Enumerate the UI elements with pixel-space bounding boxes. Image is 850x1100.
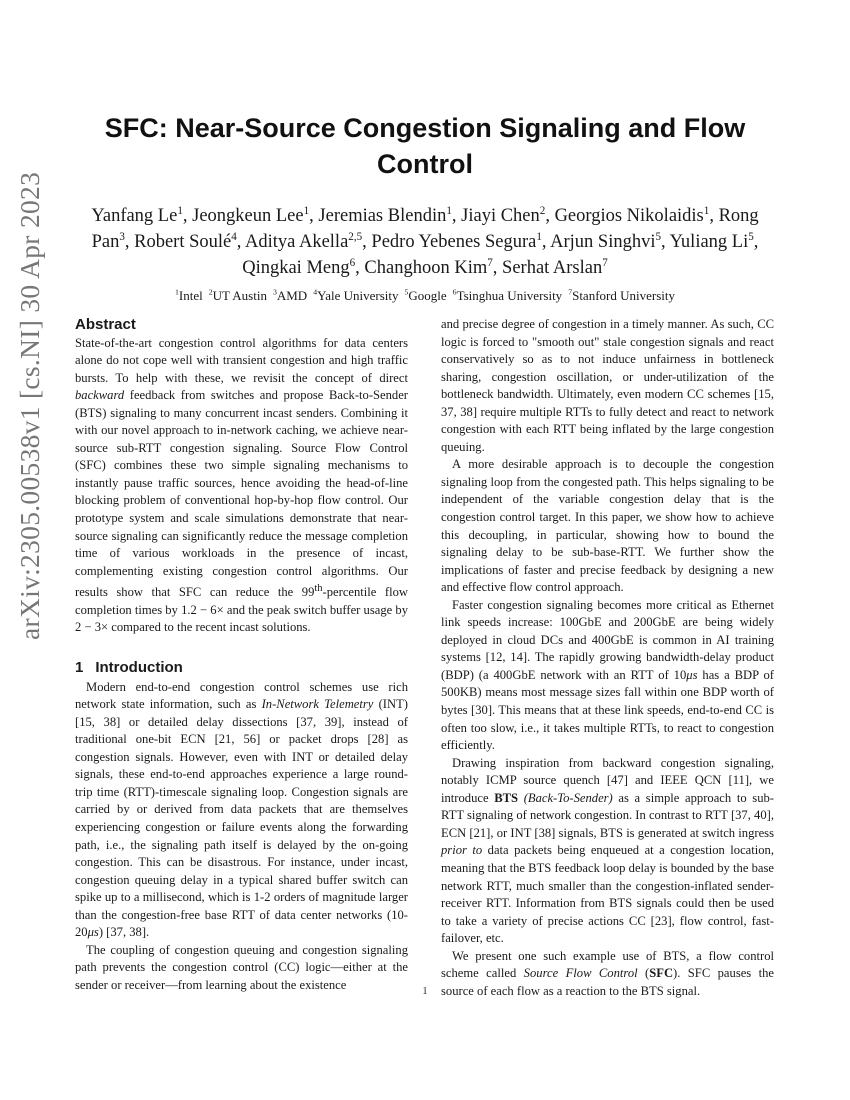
section-title: Introduction bbox=[95, 659, 183, 677]
author-name: Qingkai Meng bbox=[242, 258, 350, 278]
author-name: Robert Soulé bbox=[134, 232, 232, 252]
author-name: Yuliang Li bbox=[669, 232, 749, 252]
intro-paragraph-2-continued: and precise degree of congestion in a timely manner. As such, CC logic is forced to "smooth out" stale congestion signals and react conservatively so as to not induce unfairness in bottleneck sharing, congestion oscillation, or under-utilization of the bottleneck bandwidth. Ultimately, even modern CC schemes [15, 37, 38] require multiple RTTs to fully detect and react to network congestion with each RTT being inflated by the large congestion queuing. bbox=[441, 317, 774, 454]
affiliation-mark: 5 bbox=[404, 287, 409, 297]
author-name: Rong Pan bbox=[91, 206, 759, 252]
affiliation-name: UT Austin bbox=[212, 288, 267, 303]
author-affiliation-mark: 6 bbox=[349, 256, 356, 269]
author-affiliation-mark: 4 bbox=[231, 230, 237, 243]
abstract-heading: Abstract bbox=[75, 316, 136, 333]
author-affiliation-mark: 5 bbox=[655, 230, 662, 243]
affiliation-mark: 6 bbox=[452, 287, 457, 297]
intro-paragraph-1: Modern end-to-end congestion control schemes use rich network state information, such as In-Network Telemetry (INT) [15, 38] or detailed delay dissections [37, 39], instead of traditional one-bit ECN [21, 56] or packet drops [28] as congestion signals. However, even with INT or detailed delay signals, these end-to-end approaches experience a large round-trip time (RTT)-timescale signaling loop. Congestion signals are carried by or derived from data packets that are themselves experiencing congestion or failure events along the forwarding path, i.e., the signaling path itself is delayed by the on-going congestion. This can be disastrous. For instance, under incast, congestion queuing delay in a typical shared buffer switch can spike up to a millisecond, which is 1-2 orders of magnitude larger than the congestion-free base RTT of data center networks (10-20μs) [37, 38]. bbox=[75, 679, 408, 940]
intro-paragraph-4: Faster congestion signaling becomes more critical as Ethernet link speeds increase: 100GbE and 200GbE are being widely deployed in cloud DCs and 400GbE is common in AI training systems [12, 14]. The rapidly growing bandwidth-delay product (BDP) (a 400GbE network with an RTT of 10μs has a BDP of 500KB) means most message sizes fall within one BDP worth of bytes [30]. This means that at these link speeds, end-to-end CC is often too slow, i.e., it takes multiple RTTs, to react to congestion efficiently. bbox=[441, 597, 774, 753]
author-affiliation-mark: 7 bbox=[602, 256, 608, 269]
intro-paragraph-2: The coupling of congestion queuing and congestion signaling path prevents the congestion control (CC) logic—either at the sender or receiver—from learning about the existence bbox=[75, 942, 408, 992]
section-number: 1 bbox=[75, 659, 84, 677]
affiliation bbox=[175, 288, 203, 303]
affiliation bbox=[273, 288, 307, 303]
paper-title: SFC: Near-Source Congestion Signaling and Flow Control bbox=[104, 113, 746, 179]
affiliation-list bbox=[85, 288, 765, 304]
author-affiliation-mark: 3 bbox=[119, 230, 125, 243]
author-affiliation-mark: 2 bbox=[539, 204, 546, 217]
author-affiliation-mark: 1 bbox=[303, 204, 310, 217]
intro-paragraph-6: We present one such example use of BTS, a flow control scheme called Source Flow Control (SFC). SFC pauses the source of each flow as a reaction to the BTS signal. bbox=[441, 948, 775, 998]
author-name: Serhat Arslan bbox=[502, 258, 603, 278]
introduction-heading bbox=[75, 659, 408, 677]
intro-paragraph-3: A more desirable approach is to decouple the congestion signaling loop from the congested path. This helps signaling to be independent of the variable congestion delay that is the congestion control target. In this paper, we show how to achieve this decoupling, in particular, showing how to bound the signaling delay to be sub-base-RTT. We further show the implications of faster and precise feedback by designing a new and effective flow control approach. bbox=[441, 457, 774, 595]
author-affiliation-mark: 1 bbox=[177, 204, 183, 217]
author-affiliation-mark: 1 bbox=[536, 230, 542, 243]
author-affiliation-mark: 7 bbox=[487, 256, 493, 269]
affiliation-mark: 7 bbox=[568, 287, 573, 297]
left-column bbox=[75, 316, 408, 994]
author-name: Jeongkeun Lee bbox=[192, 206, 304, 226]
author-name: Arjun Singhvi bbox=[550, 232, 656, 252]
author-name: Changhoon Kim bbox=[364, 258, 488, 278]
affiliation-name: Tsinghua University bbox=[456, 288, 563, 303]
author-name: Aditya Akella bbox=[245, 232, 349, 252]
author-affiliation-mark: 1 bbox=[446, 204, 452, 217]
author-name: Pedro Yebenes Segura bbox=[371, 232, 537, 252]
affiliation-name: Intel bbox=[178, 288, 203, 303]
affiliation-mark: 2 bbox=[208, 287, 213, 297]
affiliation bbox=[453, 288, 563, 303]
author-affiliation-mark: 5 bbox=[748, 230, 754, 243]
author-affiliation-mark: 1 bbox=[703, 204, 710, 217]
arxiv-identifier-stamp: arXiv:2305.00538v1 [cs.NI] 30 Apr 2023 bbox=[14, 171, 45, 640]
intro-paragraph-5: Drawing inspiration from backward congestion signaling, notably ICMP source quench [47] and IEEE QCN [11], we introduce BTS (Back-To-Sender) as a simple approach to sub-RTT signaling of network congestion. In contrast to RTT [37, 40], ECN [21], or INT [38] signals, BTS is generated at switch ingress prior to data packets being enqueued at a congestion location, meaning that the BTS feedback loop delay is bounded by the base network RTT, much smaller than the congestion-inflated sender-receiver RTT. Information from BTS signals could then be used to take a variety of precise actions CC [23], flow control, fast-failover, etc. bbox=[441, 755, 774, 946]
affiliation bbox=[209, 288, 267, 303]
abstract-paragraph: State-of-the-art congestion control algorithms for data centers alone do not cope well with transient congestion and high traffic bursts. To help with these, we revisit the concept of direct backward feedback from switches and propose Back-to-Sender (BTS) signaling to many concurrent incast senders. Combining it with our novel approach to in-network caching, we achieve near-source sub-RTT congestion signaling. Source Flow Control (SFC) combines these two simple signaling mechanisms to instantly pause traffic sources, hence avoiding the head-of-line blocking problem of conventional hop-by-hop flow control. Our prototype system and scale simulations demonstrate that near-source signaling can significantly reduce the message completion time of various workloads in the presence of incast, complementing existing congestion control algorithms. Our results show that SFC can reduce the 99th-percentile flow completion times by 1.2 − 6× and the peak switch buffer usage by 2 − 3× compared to the recent incast solutions. bbox=[75, 335, 408, 635]
author-affiliation-mark: 2,5 bbox=[348, 230, 363, 243]
author-name: Georgios Nikolaidis bbox=[554, 206, 704, 226]
author-name: Jeremias Blendin bbox=[318, 206, 447, 226]
affiliation-name: Yale University bbox=[317, 288, 399, 303]
affiliation bbox=[404, 288, 446, 303]
affiliation-name: AMD bbox=[276, 288, 308, 303]
affiliation-name: Stanford University bbox=[572, 288, 675, 303]
affiliation bbox=[313, 288, 398, 303]
affiliation bbox=[568, 288, 675, 303]
affiliation-mark: 3 bbox=[272, 287, 277, 297]
affiliation-name: Google bbox=[408, 288, 447, 303]
right-column bbox=[441, 316, 774, 1000]
author-list: Yanfang Le$^1$, Jeongkeun Lee$^1$, Jeremias Blendin$^1$, Jiayi Chen$^2$, Georgios Nikolaidis$^1$, Rong Pan$^3$, Robert Soulé$^4$, Aditya Akella$^{2,5}$, Pedro Yebenes Segura$^1$, Arjun Singhvi$^5$, Yuliang Li$^5$, Qingkai Meng$^6$, Changhoon Kim$^7$, Serhat Arslan$^7$ bbox=[91, 204, 759, 278]
author-name: Yanfang Le bbox=[91, 206, 178, 226]
author-name: Jiayi Chen bbox=[461, 206, 540, 226]
affiliation-mark: 1 bbox=[175, 287, 179, 297]
affiliation-mark: 4 bbox=[313, 287, 318, 297]
page-number: 1 bbox=[422, 985, 428, 997]
